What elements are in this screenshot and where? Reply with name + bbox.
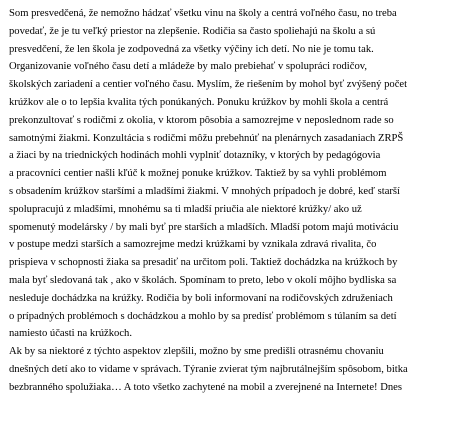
text-line-9: a žiaci by na triednických hodinách mohli vyplniť dotazníky, v ktorých by pedagógovia — [9, 150, 381, 162]
text-line-4: Organizovanie voľného času detí a mládeže by malo prebiehať v spolupráci rodičov, — [9, 61, 368, 73]
text-line-18: o prípadných problémoch s dochádzkou a mohlo by sa predísť problémom s túlaním sa detí — [9, 310, 397, 322]
text-line-16: mala byť sledovaná tak , ako v školách. Spomínam to preto, lebo v okolí môjho bydliska sa — [9, 274, 397, 286]
text-line-2: povedať, že je tu veľký priestor na zlepšenie. Rodičia sa často spoliehajú na školu a sú — [9, 25, 376, 37]
text-line-12: spolupracujú z mladšími, mnohému sa ti mladší priučia ale niektoré krúžky/ ako už — [9, 203, 362, 215]
text-line-19: namiesto účasti na krúžkoch. — [9, 328, 132, 340]
text-line-20: Ak by sa niektoré z týchto aspektov zlepšili, možno by sme predišli otrasnému chovaniu — [9, 346, 384, 358]
text-line-21: dnešných detí ako to vidame v správach. Týranie zvierat tým najbrutálnejším spôsobom, bitka — [9, 363, 408, 375]
text-line-10: a pracovníci centier našli kľúč k možnej ponuke krúžkov. Taktiež by sa vyhli problémom — [9, 168, 387, 180]
text-line-1: Som presvedčená, že nemožno hádzať všetku vinu na školy a centrá voľného času, no treba — [9, 8, 397, 19]
text-line-3: presvedčení, že len škola je zodpovedná za všetky výčiny ich detí. No nie je tomu tak. — [9, 43, 374, 55]
text-line-6: krúžkov ale o to lepšia kvalita tých ponúkaných. Ponuku krúžkov by mohli škola a centrá — [9, 96, 389, 108]
text-line-14: v postupe medzi starších a samozrejme medzi krúžkami by vznikala zdravá rivalita, čo — [9, 239, 377, 251]
text-line-11: s obsadením krúžkov staršími a mladšími žiakmi. V mnohých prípadoch je dobré, keď starší — [9, 185, 400, 197]
text-line-22: bezbranného spolužiaka… A toto všetko zachytené na mobil a zverejnené na Internete! Dnes — [9, 381, 402, 393]
text-line-17: nesleduje dochádzka na krúžky. Rodičia by boli informovaní na rodičovských združeniach — [9, 292, 393, 304]
text-line-13: spomenutý modelársky / by mali byť pre starších a mladších. Mladší potom majú motiváciu — [9, 221, 399, 233]
text-line-7: prekonzultovať s rodičmi z okolia, v ktorom pôsobia a samozrejme v neposlednom rade so — [9, 114, 394, 126]
text-line-15: prispieva v schopnosti žiaka sa presadiť na určitom poli. Taktiež dochádzka na krúžkoch by — [9, 257, 398, 269]
text-line-5: školských zariadení a centier voľného času. Myslím, že riešením by mohol byť zvýšený počet — [9, 79, 408, 91]
text-line-8: samotnými žiakmi. Konzultácia s rodičmi môžu prebehnúť na plenárnych zasadaniach ZRPŠ — [9, 132, 404, 144]
document-text — [9, 5, 449, 397]
